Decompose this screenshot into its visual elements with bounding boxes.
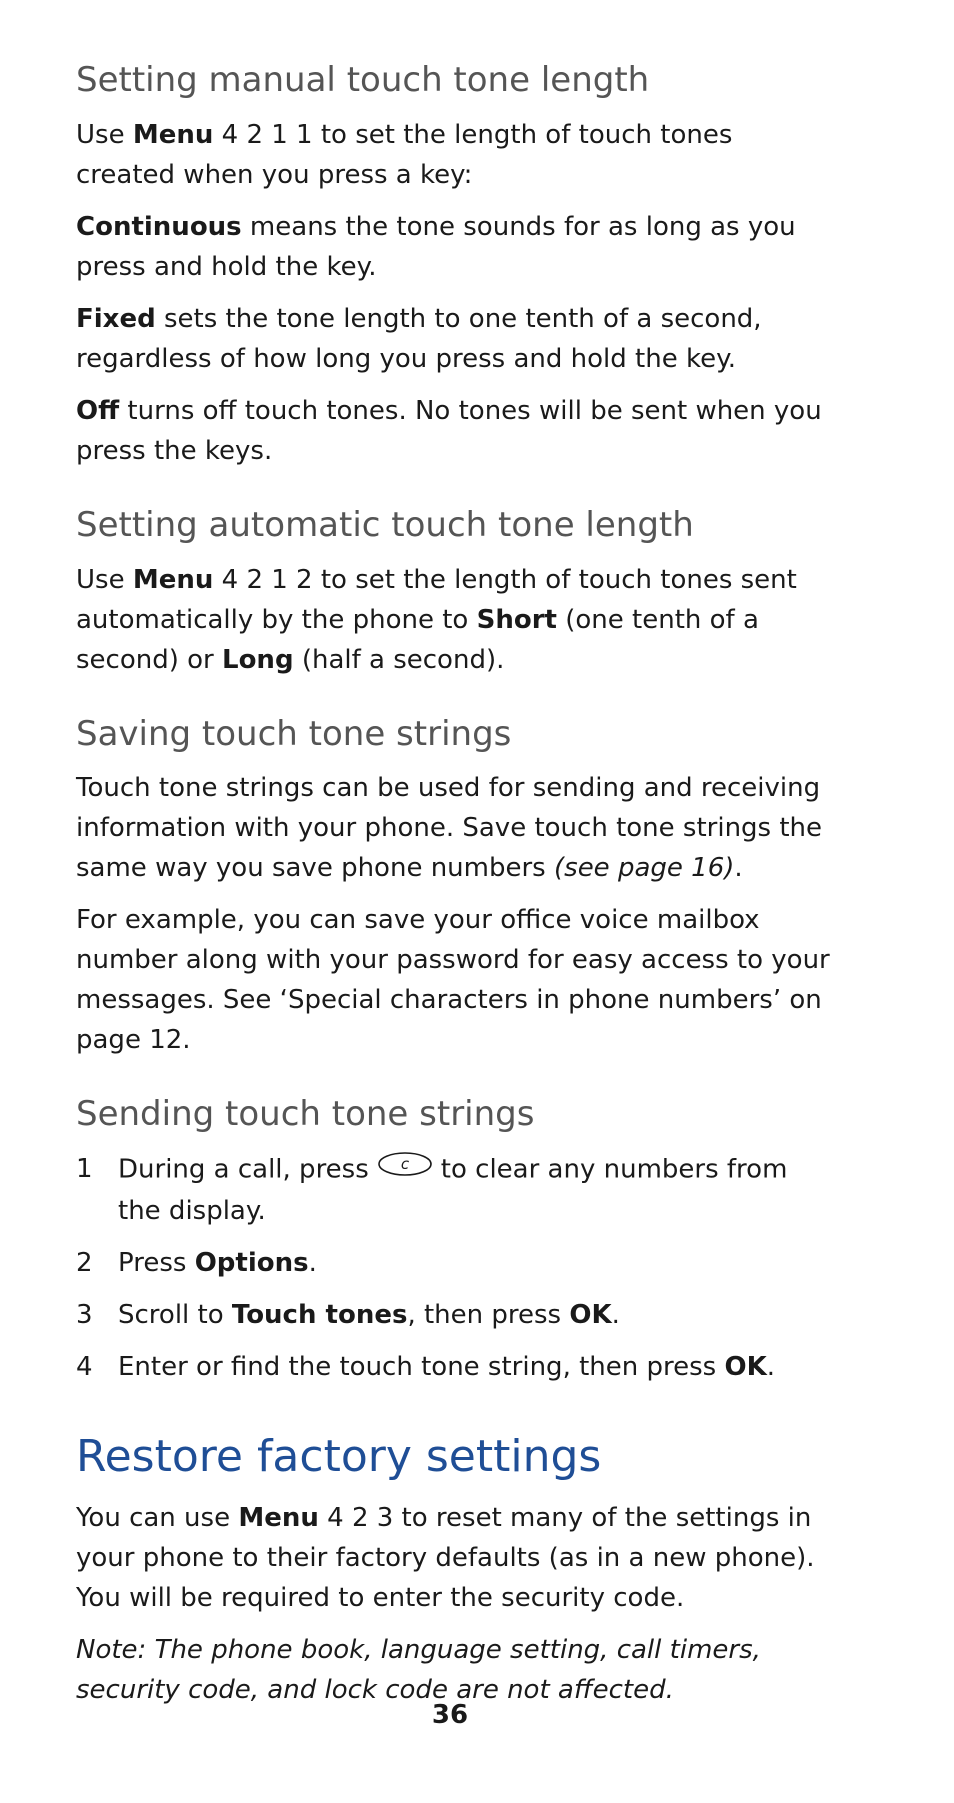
paragraph-off: Off turns off touch tones. No tones will be sent when you press the keys. [76,395,822,466]
paragraph-saving-1: Touch tone strings can be used for sending and receiving information with your phone. Save touch tone strings the same way you save phone numbers (see page 16). [76,773,823,884]
step-number: 2 [76,1248,93,1279]
section-restore-factory-settings [76,1431,836,1710]
paragraph-saving-2: For example, you can save your office voice mailbox number along with your password for easy access to your messages. See ‘Special characters in phone numbers’ on page 12. [76,905,830,1056]
term-continuous: Continuous [76,211,242,242]
term-ok: OK [569,1300,612,1331]
heading-automatic-touch-tone-length: Setting automatic touch tone length [76,504,694,545]
term-touch-tones: Touch tones [231,1300,408,1331]
paragraph-automatic: Use Menu 4 2 1 2 to set the length of touch tones sent automatically by the phone to Short (one tenth of a second) or Long (half a second). [76,564,797,675]
term-options: Options [194,1248,309,1279]
step-item: 3 Scroll to Touch tones, then press OK. [76,1295,836,1335]
term-long: Long [222,644,294,675]
term-off: Off [76,395,120,426]
paragraph-continuous: Continuous means the tone sounds for as long as you press and hold the key. [76,211,796,282]
step-number: 1 [76,1154,93,1185]
page-number: 36 [431,1700,469,1730]
step-item: 2 Press Options. [76,1243,836,1283]
clear-key-icon [377,1149,433,1191]
term-menu: Menu [238,1502,319,1533]
term-short: Short [476,604,557,635]
steps-list [76,1149,836,1387]
section-sending-touch-tone-strings [76,1094,836,1387]
term-menu: Menu [132,564,214,595]
section-saving-touch-tone-strings [76,714,836,1061]
step-number: 4 [76,1352,93,1383]
section-manual-touch-tone-length [76,60,836,471]
heading-manual-touch-tone-length: Setting manual touch tone length [76,60,650,100]
term-menu: Menu [132,119,214,150]
manual-page [76,60,836,1722]
step-number: 3 [76,1300,93,1331]
paragraph-restore: You can use Menu 4 2 3 to reset many of the settings in your phone to their factory defaults (as in a new phone). You will be required to enter the security code. [76,1502,815,1613]
note-restore: Note: The phone book, language setting, call timers, security code, and lock code are not affected. [76,1634,761,1705]
page-reference: (see page 16) [554,853,735,884]
paragraph-manual-intro: Use Menu 4 2 1 1 to set the length of touch tones created when you press a key: [76,119,733,190]
paragraph-fixed: Fixed sets the tone length to one tenth of a second, regardless of how long you press and hold the key. [76,303,762,374]
heading-sending-touch-tone-strings: Sending touch tone strings [76,1094,535,1135]
clear-key-label: c [400,1155,409,1174]
heading-saving-touch-tone-strings: Saving touch tone strings [76,713,512,754]
term-ok: OK [724,1352,767,1383]
heading-restore-factory-settings: Restore factory settings [76,1431,602,1483]
term-fixed: Fixed [76,303,156,334]
section-automatic-touch-tone-length [76,505,836,680]
step-item: 1 During a call, press c to clear any numbers from the display. [76,1149,836,1231]
step-item: 4 Enter or find the touch tone string, then press OK. [76,1347,836,1387]
